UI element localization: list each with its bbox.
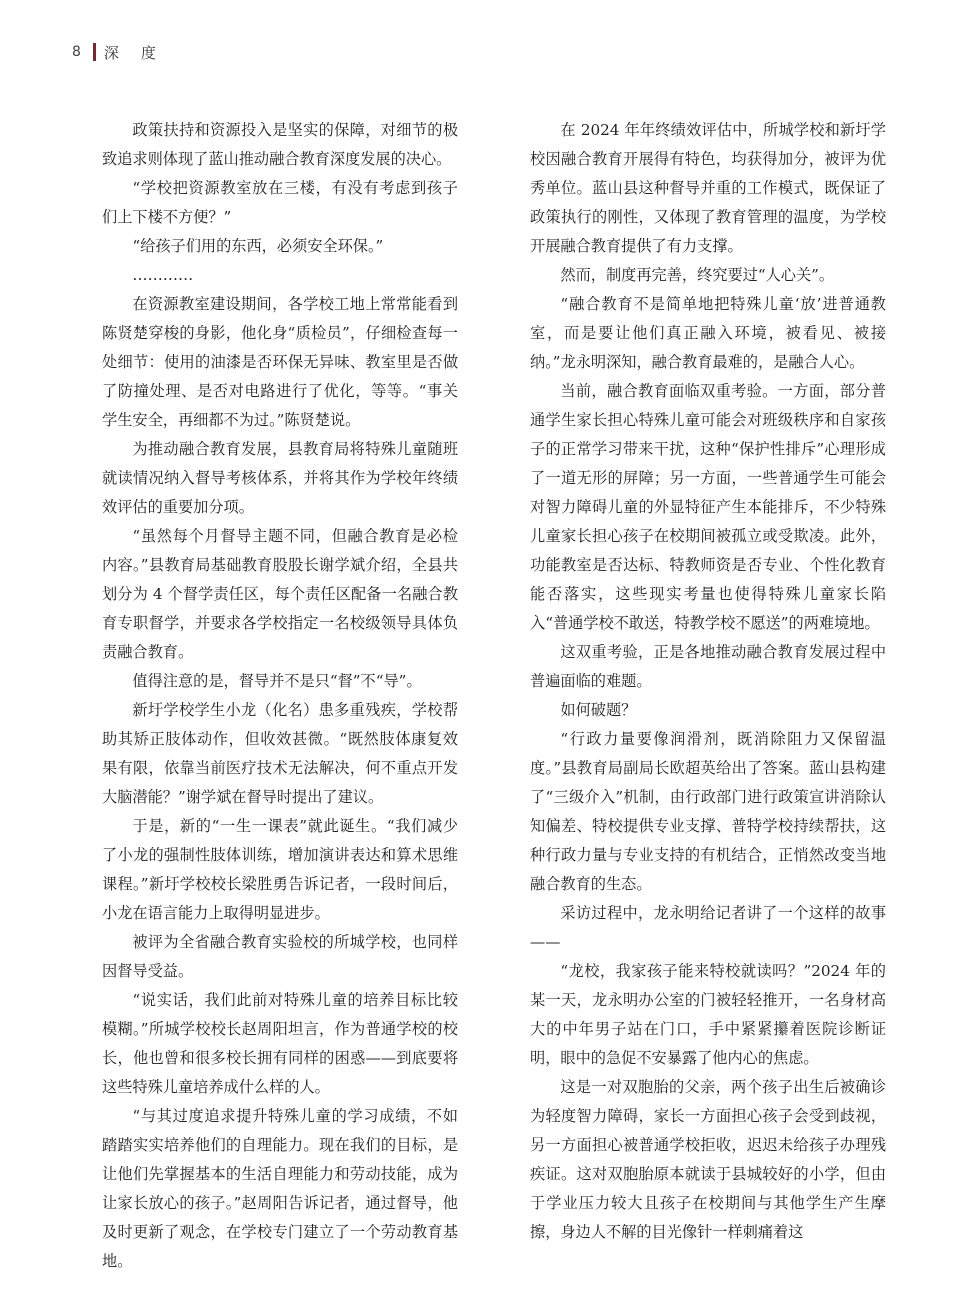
left-column bbox=[102, 116, 458, 1276]
paragraph: “融合教育不是简单地把特殊儿童‘放’进普通教室，而是要让他们真正融入环境，被看见、被接纳。”龙永明深知，融合教育最难的，是融合人心。 bbox=[530, 295, 886, 371]
page-number: 8 bbox=[72, 44, 81, 60]
paragraph: “虽然每个月督导主题不同，但融合教育是必检内容。”县教育局基础教育股股长谢学斌介绍，全县共划分为 4 个督学责任区，每个责任区配备一名融合教育专职督学，并要求各学校指定一名校级领导具体负责融合教育。 bbox=[102, 527, 458, 661]
paragraph: 这双重考验，正是各地推动融合教育发展过程中普遍面临的难题。 bbox=[530, 643, 886, 690]
paragraph: 当前，融合教育面临双重考验。一方面，部分普通学生家长担心特殊儿童可能会对班级秩序和自家孩子的正常学习带来干扰，这种“保护性排斥”心理形成了一道无形的屏障；另一方面，一些普通学生可能会对智力障碍儿童的外显特征产生本能排斥，不少特殊儿童家长担心孩子在校期间被孤立或受欺凌。此外，功能教室是否达标、特教师资是否专业、个性化教育能否落实，这些现实考量也使得特殊儿童家长陷入“普通学校不敢送，特教学校不愿送”的两难境地。 bbox=[530, 382, 886, 632]
paragraph: “说实话，我们此前对特殊儿童的培养目标比较模糊。”所城学校校长赵周阳坦言，作为普通学校的校长，他也曾和很多校长拥有同样的困惑——到底要将这些特殊儿童培养成什么样的人。 bbox=[102, 991, 458, 1096]
page-header bbox=[72, 40, 178, 64]
paragraph: “给孩子们用的东西，必须安全环保。” bbox=[132, 237, 384, 255]
paragraph: 在资源教室建设期间，各学校工地上常常能看到陈贤楚穿梭的身影，他化身“质检员”，仔细检查每一处细节：使用的油漆是否环保无异味、教室里是否做了防撞处理、是否对电路进行了优化，等等。“事关学生安全，再细都不为过。”陈贤楚说。 bbox=[102, 295, 458, 429]
paragraph: 值得注意的是，督导并不是只“督”不“导”。 bbox=[132, 672, 422, 690]
paragraph: 新圩学校学生小龙（化名）患多重残疾，学校帮助其矫正肢体动作，但收效甚微。“既然肢体康复效果有限，依靠当前医疗技术无法解决，何不重点开发大脑潜能？”谢学斌在督导时提出了建议。 bbox=[102, 701, 458, 806]
paragraph: 在 2024 年年终绩效评估中，所城学校和新圩学校因融合教育开展得有特色，均获得加分，被评为优秀单位。蓝山县这种督导并重的工作模式，既保证了政策执行的刚性，又体现了教育管理的温度，为学校开展融合教育提供了有力支撑。 bbox=[530, 121, 886, 255]
section-marker-bar bbox=[93, 43, 96, 61]
paragraph: 采访过程中，龙永明给记者讲了一个这样的故事—— bbox=[530, 904, 886, 951]
paragraph: 被评为全省融合教育实验校的所城学校，也同样因督导受益。 bbox=[102, 933, 458, 980]
paragraph: “龙校，我家孩子能来特校就读吗？”2024 年的某一天，龙永明办公室的门被轻轻推开，一名身材高大的中年男子站在门口，手中紧紧攥着医院诊断证明，眼中的急促不安暴露了他内心的焦虑。 bbox=[530, 962, 886, 1067]
paragraph: 政策扶持和资源投入是坚实的保障，对细节的极致追求则体现了蓝山推动融合教育深度发展的决心。 bbox=[102, 121, 458, 168]
paragraph: 如何破题？ bbox=[560, 701, 637, 719]
paragraph: 为推动融合教育发展，县教育局将特殊儿童随班就读情况纳入督导考核体系，并将其作为学校年终绩效评估的重要加分项。 bbox=[102, 440, 458, 516]
paragraph: “行政力量要像润滑剂，既消除阻力又保留温度。”县教育局副局长欧超英给出了答案。蓝山县构建了“三级介入”机制，由行政部门进行政策宣讲消除认知偏差、特校提供专业支撑、普特学校持续帮扶，这种行政力量与专业支持的有机结合，正悄然改变当地融合教育的生态。 bbox=[530, 730, 886, 893]
section-title: 深度 bbox=[103, 43, 178, 62]
right-column bbox=[530, 116, 886, 1247]
paragraph: 于是，新的“一生一课表”就此诞生。“我们减少了小龙的强制性肢体训练，增加演讲表达和算术思维课程。”新圩学校校长梁胜勇告诉记者，一段时间后，小龙在语言能力上取得明显进步。 bbox=[102, 817, 458, 922]
paragraph: “与其过度追求提升特殊儿童的学习成绩，不如踏踏实实培养他们的自理能力。现在我们的目标，是让他们先掌握基本的生活自理能力和劳动技能，成为让家长放心的孩子。”赵周阳告诉记者，通过督导，他及时更新了观念，在学校专门建立了一个劳动教育基地。 bbox=[102, 1107, 458, 1270]
paragraph: ………… bbox=[132, 266, 194, 284]
paragraph: 然而，制度再完善，终究要过“人心关”。 bbox=[560, 266, 835, 284]
paragraph: “学校把资源教室放在三楼，有没有考虑到孩子们上下楼不方便？” bbox=[102, 179, 458, 226]
paragraph: 这是一对双胞胎的父亲，两个孩子出生后被确诊为轻度智力障碍，家长一方面担心孩子会受到歧视，另一方面担心被普通学校拒收，迟迟未给孩子办理残疾证。这对双胞胎原本就读于县城较好的小学，但由于学业压力较大且孩子在校期间与其他学生产生摩擦，身边人不解的目光像针一样刺痛着这 bbox=[530, 1078, 886, 1241]
